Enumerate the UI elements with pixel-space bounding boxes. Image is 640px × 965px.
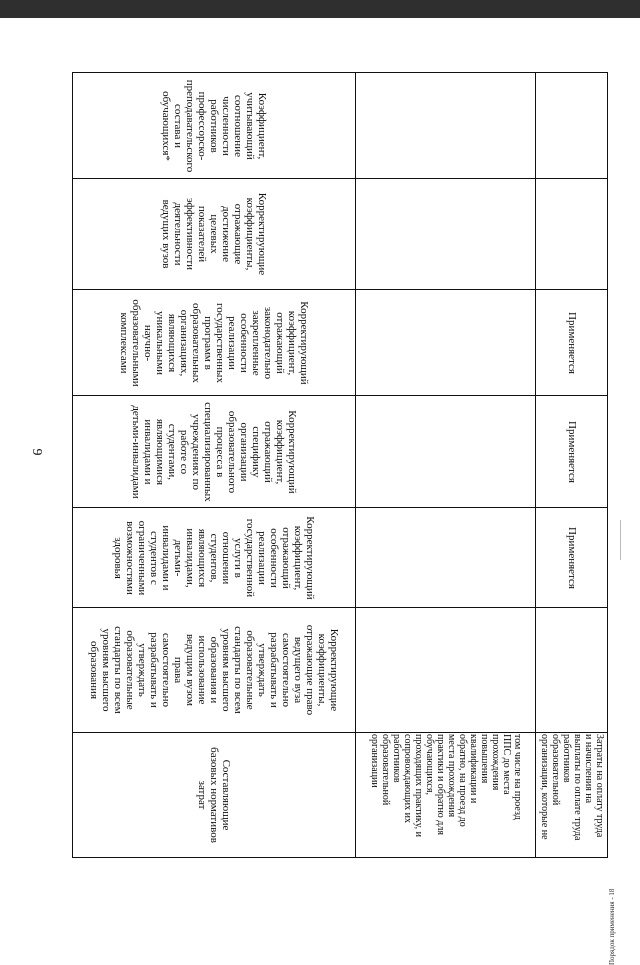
value-cell <box>536 73 607 178</box>
header-cell-col6 <box>73 179 355 289</box>
value-cell <box>536 608 607 732</box>
value-cell <box>356 608 535 732</box>
header-cell-col2 <box>73 608 355 732</box>
header-cell-col1 <box>73 733 355 857</box>
scan-mark <box>620 520 621 560</box>
value-cell <box>356 290 535 395</box>
footer-note: Порядок применения - 18 <box>608 888 616 965</box>
header-cell-col5 <box>73 290 355 395</box>
value-cell: Применяется <box>565 311 578 374</box>
table-row <box>356 73 536 857</box>
table-header-row <box>73 73 356 857</box>
value-cell: Применяется <box>565 526 578 589</box>
scan-top-border <box>0 0 640 18</box>
row-label: том числе на проезд ППС до места прохождения повышения квалификации и обратно, на проезд до места прохождения практики и обратно для обучающихся, проходящих практику, и сопровождающих их работников образовательной организации <box>368 734 523 837</box>
header-label: Коэффициент, учитывающий соотношение численности работников профессорско- преподавательского состава и обучающихся* <box>160 79 268 172</box>
value-cell <box>356 396 535 507</box>
coefficients-table <box>72 72 608 858</box>
header-label: Корректирующие коэффициенты, отражающие достижение целевых показателей эффективности деятельности ведущих вузов <box>160 192 268 276</box>
header-cell-col3 <box>73 508 355 607</box>
header-label: Составляющие базовых нормативов затрат <box>196 747 232 843</box>
row-label-cell <box>536 733 607 857</box>
page-number: 9 <box>29 448 44 456</box>
value-cell <box>356 508 535 607</box>
header-label: Корректирующий коэффициент, отражающий законодательно закрепленные особенности реализации государственных программ в образовательных организациях, являющихся уникальными научно- образовательными комплексами <box>118 298 310 387</box>
value-cell <box>356 73 535 178</box>
header-cell-col7 <box>73 73 355 178</box>
table-row <box>536 73 607 857</box>
row-label-cell <box>356 733 535 857</box>
row-label: Затраты на оплату труда и начисления на выплаты по оплате труда работников образовательной организации, которые не <box>538 734 605 841</box>
value-cell: Применяется <box>565 420 578 483</box>
header-cell-col4 <box>73 396 355 507</box>
value-cell <box>536 179 607 289</box>
header-label: Корректирующие коэффициенты, отражающие право ведущего вуза самостоятельно разрабатывать и утверждать образовательные стандарты по всем уровням высшего образования и использование ведущим вузом права самостоятельно разрабатывать и утверждать образовательные стандарты по всем уровням высшего образования <box>88 624 340 716</box>
header-label: Корректирующий коэффициент, отражающий особенности реализации государственной услуги в отношении студентов, являющихся инвалидами, детьми- инвалидами и студентов с ограниченными возможностями здоровья <box>112 515 316 600</box>
value-cell <box>356 179 535 289</box>
header-label: Корректирующий коэффициент, отражающий специфику организации образовательного процесса в специализированных учреждениях по работе со студентами, являющимися инвалидами и детьми-инвалидами <box>130 401 298 502</box>
